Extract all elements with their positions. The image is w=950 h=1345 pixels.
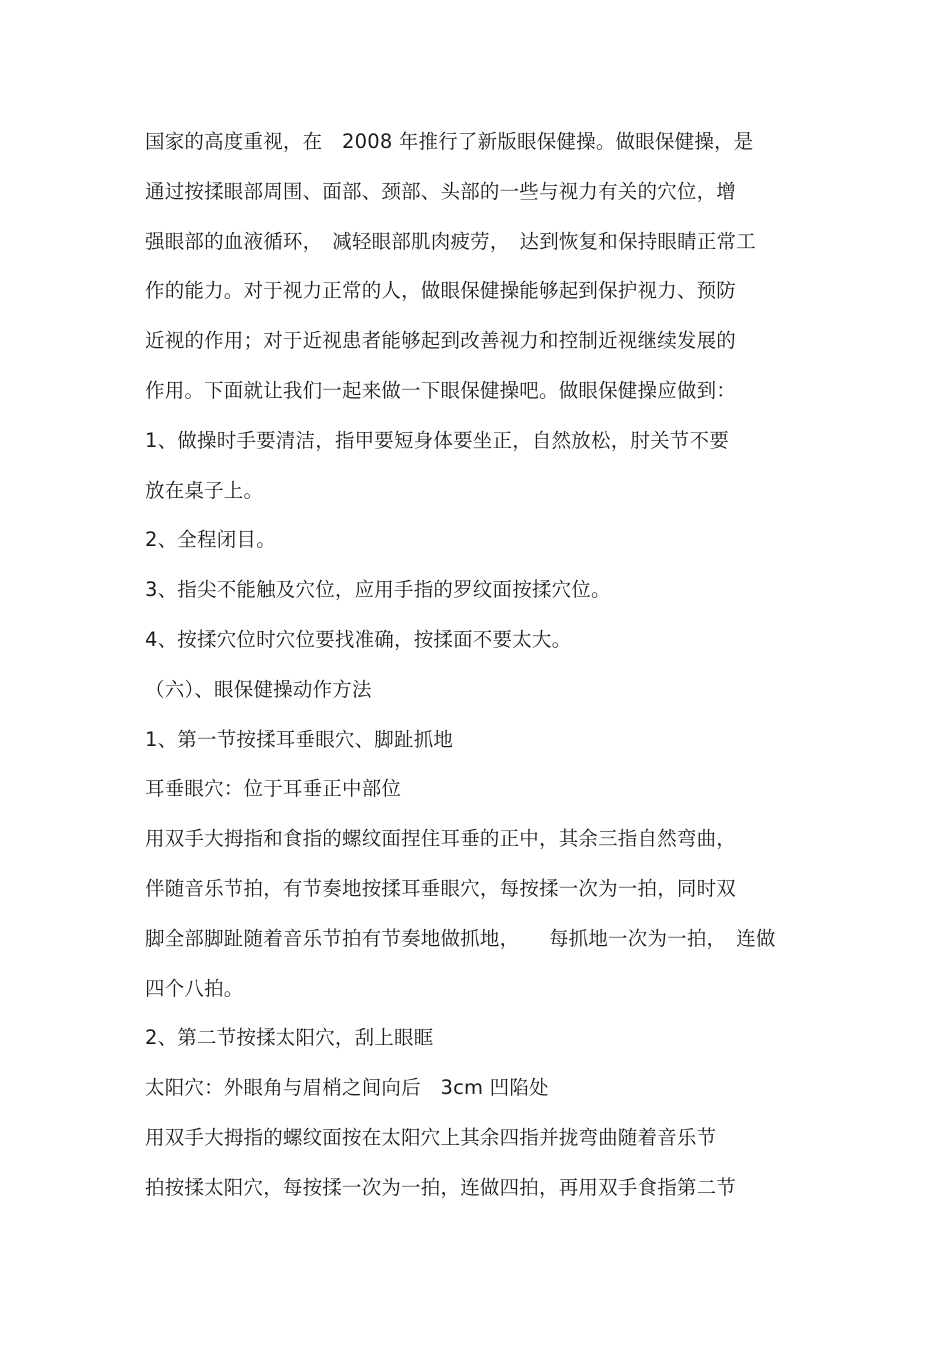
text-line: 伴随音乐节拍，有节奏地按揉耳垂眼穴，每按揉一次为一拍，同时双 xyxy=(145,876,737,900)
list-item-3: 3、指尖不能触及穴位，应用手指的罗纹面按揉穴位。 xyxy=(145,578,611,602)
text-line: 通过按揉眼部周围、面部、颈部、头部的一些与视力有关的穴位，增 xyxy=(145,179,737,203)
list-item-1: 1、做操时手要清洁，指甲要短身体要坐正，自然放松，肘关节不要 xyxy=(145,428,729,452)
subsection-heading-1: 1、第一节按揉耳垂眼穴、脚趾抓地 xyxy=(145,727,454,751)
text-line: 用双手大拇指和食指的螺纹面捏住耳垂的正中，其余三指自然弯曲， xyxy=(145,827,737,851)
text-line: 作的能力。对于视力正常的人，做眼保健操能够起到保护视力、预防 xyxy=(145,279,737,303)
text-line: 放在桌子上。 xyxy=(145,478,264,502)
subsection-heading-2: 2、第二节按揉太阳穴，刮上眼眶 xyxy=(145,1026,434,1050)
text-line: 太阳穴：外眼角与眉梢之间向后 3cm 凹陷处 xyxy=(145,1076,549,1100)
text-line: 拍按揉太阳穴，每按揉一次为一拍，连做四拍，再用双手食指第二节 xyxy=(145,1175,737,1199)
list-item-4: 4、按揉穴位时穴位要找准确，按揉面不要太大。 xyxy=(145,627,572,651)
text-line: 耳垂眼穴：位于耳垂正中部位 xyxy=(145,777,402,801)
text-line: 强眼部的血液循环， 减轻眼部肌肉疲劳， 达到恢复和保持眼睛正常工 xyxy=(145,229,756,253)
document-text-body xyxy=(145,122,825,1218)
list-item-2: 2、全程闭目。 xyxy=(145,528,276,552)
text-line: 作用。下面就让我们一起来做一下眼保健操吧。做眼保健操应做到： xyxy=(145,378,737,402)
text-line: 四个八拍。 xyxy=(145,976,244,1000)
text-line: 用双手大拇指的螺纹面按在太阳穴上其余四指并拢弯曲随着音乐节 xyxy=(145,1125,717,1149)
section-heading: （六）、眼保健操动作方法 xyxy=(145,677,372,701)
text-line: 脚全部脚趾随着音乐节拍有节奏地做抓地， 每抓地一次为一拍， 连做 xyxy=(145,926,776,950)
text-line: 国家的高度重视，在 2008 年推行了新版眼保健操。做眼保健操，是 xyxy=(145,130,754,153)
text-line: 近视的作用；对于近视患者能够起到改善视力和控制近视继续发展的 xyxy=(145,329,737,353)
